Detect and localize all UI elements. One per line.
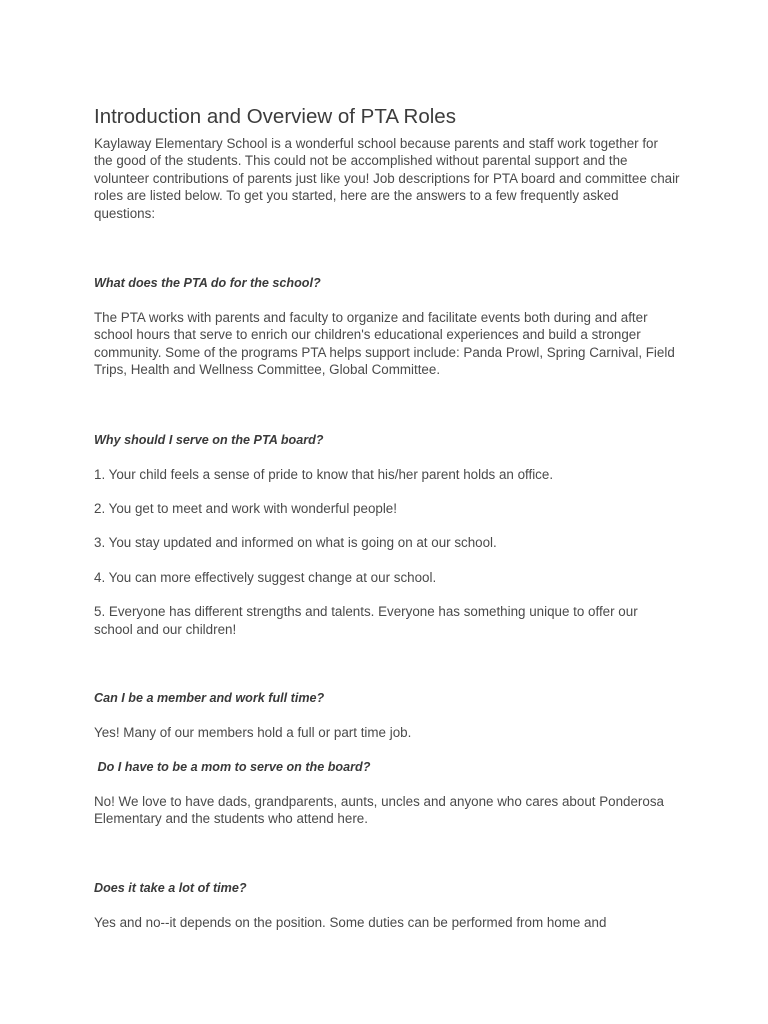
page-title: Introduction and Overview of PTA Roles [94,105,456,128]
answer-work-full-time: Yes! Many of our members hold a full or part time job. [94,725,412,741]
reason-item: 2. You get to meet and work with wonderful people! [94,501,397,517]
question-mom-only: Do I have to be a mom to serve on the board? [94,759,371,774]
intro-paragraph: Kaylaway Elementary School is a wonderful school because parents and staff work together for the good of the students. This could not be accomplished without parental support and the volunteer contributions of parents just like you! Job descriptions for PTA board and committee chair roles are listed below. To get you started, here are the answers to a few frequently asked questions: [94,136,680,221]
question-time-commitment: Does it take a lot of time? [94,881,247,896]
answer-mom-only: No! We love to have dads, grandparents, aunts, uncles and anyone who cares about Ponderosa Elementary and the students who attend here. [94,793,664,826]
reason-item: 3. You stay updated and informed on what is going on at our school. [94,535,497,551]
answer-time-commitment: Yes and no--it depends on the position. Some duties can be performed from home and [94,915,607,931]
reason-item: 5. Everyone has different strengths and talents. Everyone has something unique to offer our school and our children! [94,604,638,637]
question-what-pta-does: What does the PTA do for the school? [94,276,321,291]
question-work-full-time: Can I be a member and work full time? [94,691,325,706]
reason-item: 1. Your child feels a sense of pride to know that his/her parent holds an office. [94,466,554,482]
document-page [94,104,680,932]
question-why-serve: Why should I serve on the PTA board? [94,432,324,447]
reason-item: 4. You can more effectively suggest change at our school. [94,569,437,585]
answer-what-pta-does: The PTA works with parents and faculty to organize and facilitate events both during and after school hours that serve to enrich our children's educational experiences and build a stronger community. Some of the programs PTA helps support include: Panda Prowl, Spring Carnival, Field Trips, Health and Wellness Committee, Global Committee. [94,310,675,378]
